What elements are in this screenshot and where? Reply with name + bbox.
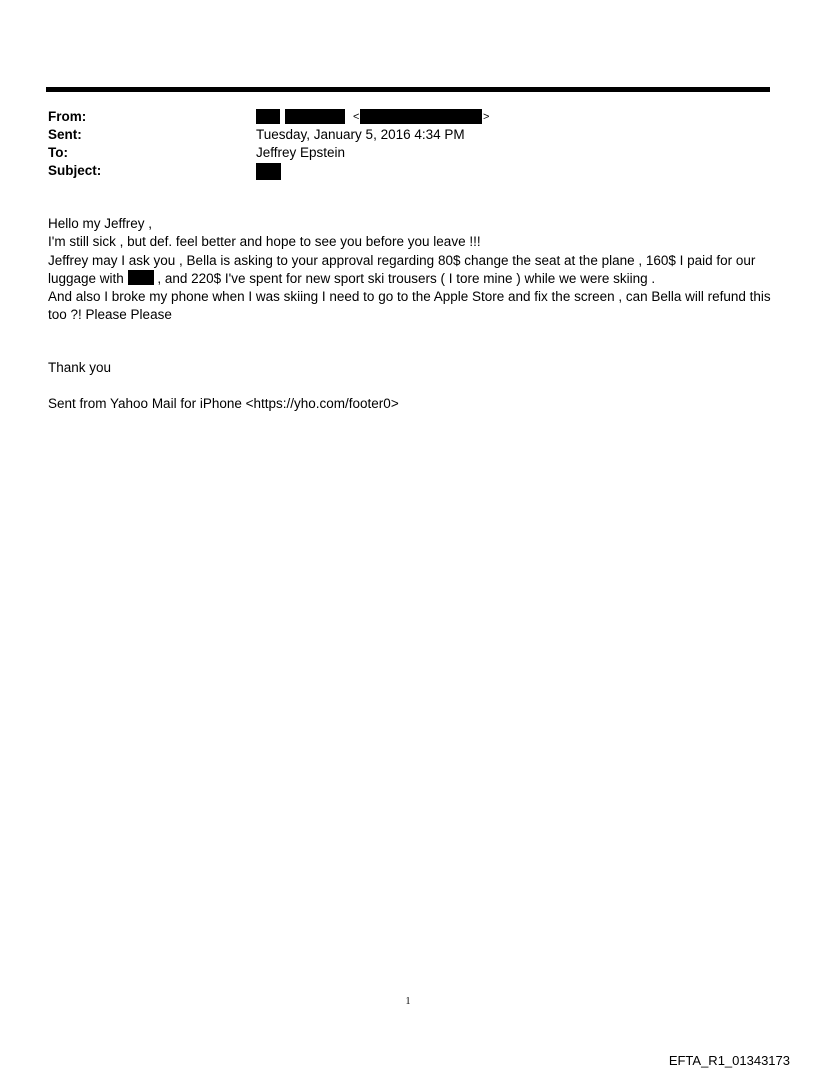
redacted-sender-last-name [285, 109, 345, 124]
redacted-subject [256, 163, 281, 180]
to-row [48, 144, 748, 162]
body-line-4: And also I broke my phone when I was skiing I need to go to the Apple Store and fix the screen , can Bella will refund this [48, 289, 771, 304]
greeting-line: Hello my Jeffrey , [48, 216, 153, 231]
subject-row [48, 162, 748, 180]
redacted-sender-email [360, 109, 482, 124]
redacted-sender-first-name [256, 109, 280, 124]
email-signature: Sent from Yahoo Mail for iPhone <https://yho.com/footer0> [48, 396, 399, 411]
body-line-1: I'm still sick , but def. feel better and hope to see you before you leave !!! [48, 234, 481, 249]
body-line-5: too ?! Please Please [48, 307, 172, 322]
body-line-3-end: , and 220$ I've spent for new sport ski trousers ( I tore mine ) while we were skiing . [153, 271, 656, 286]
from-open-bracket: < [353, 111, 360, 123]
redacted-name-inline [128, 270, 154, 285]
from-label: From: [48, 109, 87, 124]
from-row [48, 108, 748, 126]
body-line-3 [48, 270, 655, 287]
body-line-2: Jeffrey may I ask you , Bella is asking to your approval regarding 80$ change the seat at the plane , 160$ I paid for our [48, 253, 756, 268]
from-close-bracket: > [483, 111, 490, 123]
body-line-3-start: luggage with [48, 271, 128, 286]
to-label: To: [48, 145, 68, 160]
sent-label: Sent: [48, 127, 82, 142]
sent-row [48, 126, 748, 144]
sent-value: Tuesday, January 5, 2016 4:34 PM [256, 127, 465, 142]
page-number: 1 [405, 996, 411, 1007]
closing-thanks: Thank you [48, 360, 112, 375]
subject-label: Subject: [48, 163, 102, 178]
to-value: Jeffrey Epstein [256, 145, 346, 160]
header-divider [46, 87, 770, 92]
bates-number: EFTA_R1_01343173 [668, 1053, 790, 1068]
